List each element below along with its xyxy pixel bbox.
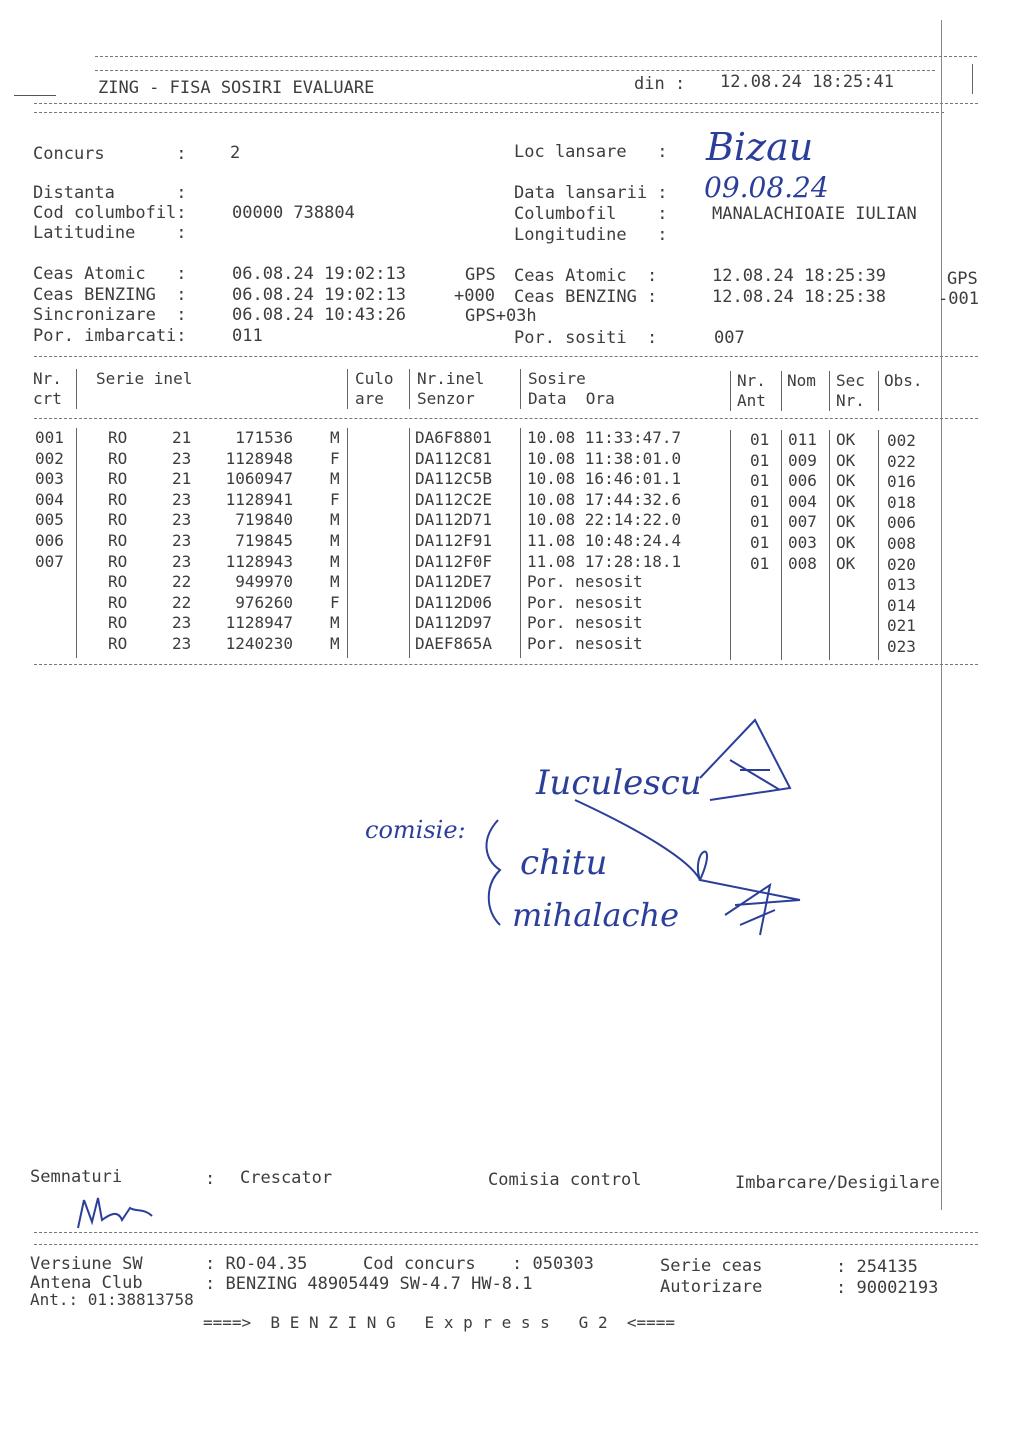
cell-sex: F <box>330 489 340 509</box>
cell-sosire: 10.08 11:38:01.0 <box>527 448 682 468</box>
cell-sosire: Por. nesosit <box>527 634 643 653</box>
cell-sec: OK <box>836 553 856 573</box>
cell-sosire: Por. nesosit <box>527 572 643 592</box>
handwritten-name-2: chitu <box>520 843 608 883</box>
concurs-value: 2 <box>230 143 241 163</box>
ceas-benzing-end-value: 12.08.24 18:25:38 <box>712 287 886 307</box>
cell-sex: M <box>330 469 340 489</box>
cell-sex: M <box>330 634 340 653</box>
cell-sensor: DA6F8801 <box>415 428 493 447</box>
cell-sec: OK <box>836 450 856 470</box>
cell-sensor: DA112D06 <box>415 592 493 612</box>
cell-nom: 007 <box>788 512 817 532</box>
ceas-atomic-end-value: 12.08.24 18:25:39 <box>712 266 886 286</box>
cell-ring: 1128943 <box>225 551 293 571</box>
cell-sensor: DA112D71 <box>415 510 493 530</box>
cell-ring: 949970 <box>235 572 293 592</box>
cell-sex: M <box>330 428 340 447</box>
cell-country: RO <box>108 613 128 633</box>
cell-ring: 1128941 <box>225 489 293 509</box>
cod-columbofil-label: Cod columbofil: <box>33 203 187 223</box>
cell-year: 23 <box>172 634 192 653</box>
ceas-benzing-start-label: Ceas BENZING : <box>33 285 187 305</box>
cell-obs: 002 <box>887 431 916 450</box>
cell-obs: 023 <box>887 637 916 656</box>
cell-sosire: Por. nesosit <box>527 613 643 633</box>
th-serie-inel: Serie inel <box>96 369 193 388</box>
por-imbarcati-value: 011 <box>232 326 263 346</box>
crescator-label: Crescator <box>240 1168 333 1188</box>
cell-country: RO <box>108 469 128 489</box>
cell-ant: 01 <box>750 430 770 449</box>
header-title: ZING - FISA SOSIRI EVALUARE <box>98 78 375 98</box>
cell-ring: 1060947 <box>225 469 293 489</box>
serie-ceas-value: : 254135 <box>836 1257 918 1277</box>
ceas-atomic-end-label: Ceas Atomic : <box>514 266 658 286</box>
cell-sex: F <box>330 448 340 468</box>
cell-nr: 003 <box>35 469 64 489</box>
cell-ant: 01 <box>750 471 770 491</box>
cell-sec: OK <box>836 491 856 511</box>
ceas-benzing-start-suffix: +000 <box>454 286 495 306</box>
th-nr-ant-2: Ant <box>737 391 766 410</box>
cell-sosire: 10.08 16:46:01.1 <box>527 469 682 489</box>
cod-concurs-label: Cod concurs <box>363 1254 476 1274</box>
cell-ant: 01 <box>750 450 770 470</box>
cell-ant: 01 <box>750 553 770 573</box>
data-lansarii-label: Data lansarii : <box>514 183 668 203</box>
cell-ant: 01 <box>750 512 770 532</box>
cell-ring: 976260 <box>235 592 293 612</box>
cell-country: RO <box>108 551 128 571</box>
cell-nr: 007 <box>35 551 64 571</box>
th-nr-inel-2: Senzor <box>417 389 475 408</box>
cell-country: RO <box>108 572 128 592</box>
cell-sex: M <box>330 531 340 550</box>
cell-sosire: 11.08 17:28:18.1 <box>527 551 682 571</box>
sincronizare-label: Sincronizare : <box>33 305 187 325</box>
th-culoare-2: are <box>355 389 384 408</box>
cell-year: 21 <box>172 428 192 447</box>
th-obs: Obs. <box>884 371 923 390</box>
latitudine-label: Latitudine : <box>33 223 187 243</box>
cell-sex: F <box>330 592 340 612</box>
cell-sensor: DA112F0F <box>415 551 493 571</box>
antena-club-label: Antena Club <box>30 1273 143 1293</box>
th-nr-ant-1: Nr. <box>737 371 766 390</box>
header-din-value: 12.08.24 18:25:41 <box>720 72 894 92</box>
data-lansarii-handwritten: 09.08.24 <box>704 171 829 204</box>
cell-sex: M <box>330 572 340 592</box>
comisia-control-label: Comisia control <box>488 1170 642 1190</box>
cell-country: RO <box>108 634 128 653</box>
cell-obs: 022 <box>887 451 916 471</box>
antena-club-value: : BENZING 48905449 SW-4.7 HW-8.1 <box>205 1274 533 1294</box>
cod-columbofil-value: 00000 738804 <box>232 203 355 223</box>
cell-sensor: DA112C81 <box>415 448 493 468</box>
cell-year: 23 <box>172 510 192 530</box>
cell-country: RO <box>108 489 128 509</box>
semnaturi-colon: : <box>205 1169 216 1189</box>
cell-ring: 1128947 <box>225 613 293 633</box>
cell-ring: 1128948 <box>225 448 293 468</box>
th-nr-crt-1: Nr. <box>33 369 62 388</box>
cell-year: 23 <box>172 551 192 571</box>
th-nom: Nom <box>787 371 816 390</box>
semnaturi-label: Semnaturi <box>30 1167 123 1187</box>
cell-sex: M <box>330 510 340 530</box>
th-sec-2: Nr. <box>836 391 865 410</box>
cell-year: 23 <box>172 613 192 633</box>
th-sec-1: Sec <box>836 371 865 390</box>
header-din-label: din : <box>634 74 686 94</box>
ceas-atomic-end-suffix: GPS <box>947 269 978 289</box>
por-sositi-value: 007 <box>714 328 745 348</box>
cell-obs: 006 <box>887 513 916 533</box>
cell-nr: 001 <box>35 428 64 447</box>
cell-ring: 719845 <box>235 531 293 550</box>
concurs-label: Concurs : <box>33 144 187 164</box>
cell-obs: 018 <box>887 492 916 512</box>
por-sositi-label: Por. sositi : <box>514 328 658 348</box>
cell-sensor: DA112C5B <box>415 469 493 489</box>
longitudine-label: Longitudine : <box>514 225 668 245</box>
cell-sensor: DA112D97 <box>415 613 493 633</box>
cell-sensor: DA112DE7 <box>415 572 493 592</box>
cell-ring: 1240230 <box>225 634 293 653</box>
sincronizare-suffix: GPS+03h <box>465 306 537 326</box>
cell-nom: 008 <box>788 553 817 573</box>
imbarcare-label: Imbarcare/Desigilare <box>735 1173 940 1193</box>
cell-obs: 020 <box>887 554 916 574</box>
cod-concurs-value: : 050303 <box>512 1254 594 1274</box>
cell-country: RO <box>108 510 128 530</box>
cell-sosire: 10.08 17:44:32.6 <box>527 489 682 509</box>
cell-sec: OK <box>836 471 856 491</box>
cell-year: 23 <box>172 489 192 509</box>
cell-obs: 014 <box>887 595 916 615</box>
th-sosire-1: Sosire <box>528 369 586 388</box>
benzing-express-brand: ====> B E N Z I N G E x p r e s s G 2 <==== <box>203 1313 676 1332</box>
cell-country: RO <box>108 592 128 612</box>
ceas-atomic-start-suffix: GPS <box>465 265 496 285</box>
loc-lansare-label: Loc lansare : <box>514 142 668 162</box>
por-imbarcati-label: Por. imbarcati: <box>33 326 187 346</box>
cell-year: 21 <box>172 469 192 489</box>
cell-ring: 171536 <box>235 428 293 447</box>
th-culoare-1: Culo <box>355 369 394 388</box>
cell-nom: 009 <box>788 450 817 470</box>
footer-dash-bottom <box>34 1244 978 1245</box>
cell-year: 22 <box>172 572 192 592</box>
cell-nom: 004 <box>788 491 817 511</box>
cell-nom: 006 <box>788 471 817 491</box>
cell-obs: 008 <box>887 534 916 553</box>
distanta-label: Distanta : <box>33 183 187 203</box>
cell-obs: 021 <box>887 616 916 636</box>
ceas-benzing-start-value: 06.08.24 19:02:13 <box>232 285 406 305</box>
cell-obs: 013 <box>887 575 916 595</box>
cell-nr: 004 <box>35 489 64 509</box>
cell-sec: OK <box>836 512 856 532</box>
ceas-benzing-end-suffix: -001 <box>938 289 979 309</box>
serie-ceas-label: Serie ceas <box>660 1256 763 1276</box>
columbofil-value: MANALACHIOAIE IULIAN <box>712 204 917 224</box>
autorizare-value: : 90002193 <box>836 1278 939 1298</box>
th-sosire-2: Data Ora <box>528 389 615 408</box>
cell-ant: 01 <box>750 491 770 511</box>
cell-sosire: 10.08 22:14:22.0 <box>527 510 682 530</box>
cell-sosire: 11.08 10:48:24.4 <box>527 531 682 550</box>
cell-obs: 016 <box>887 472 916 492</box>
cell-ant: 01 <box>750 533 770 552</box>
cell-year: 23 <box>172 531 192 550</box>
cell-country: RO <box>108 448 128 468</box>
cell-sex: M <box>330 551 340 571</box>
cell-nr: 005 <box>35 510 64 530</box>
cell-nr: 002 <box>35 448 64 468</box>
cell-year: 23 <box>172 448 192 468</box>
ceas-atomic-start-value: 06.08.24 19:02:13 <box>232 264 406 284</box>
th-nr-inel-1: Nr.inel <box>417 369 485 388</box>
autorizare-label: Autorizare <box>660 1277 763 1297</box>
versiune-sw-label: Versiune SW <box>30 1254 143 1274</box>
cell-sosire: Por. nesosit <box>527 592 643 612</box>
loc-lansare-handwritten: Bizau <box>706 125 814 169</box>
cell-sec: OK <box>836 533 856 552</box>
antenna-id-line: Ant.: 01:38813758 <box>30 1290 194 1309</box>
cell-sec: OK <box>836 430 856 449</box>
columbofil-label: Columbofil : <box>514 204 668 224</box>
cell-sensor: DA112C2E <box>415 489 493 509</box>
th-nr-crt-2: crt <box>33 389 62 408</box>
cell-nom: 003 <box>788 533 817 552</box>
ceas-benzing-end-label: Ceas BENZING : <box>514 287 658 307</box>
handwritten-comisie-label: comisie: <box>365 816 466 844</box>
ceas-atomic-start-label: Ceas Atomic : <box>33 264 187 284</box>
cell-sensor: DA112F91 <box>415 531 493 550</box>
cell-year: 22 <box>172 592 192 612</box>
sincronizare-value: 06.08.24 10:43:26 <box>232 305 406 325</box>
cell-sosire: 10.08 11:33:47.7 <box>527 428 682 447</box>
cell-sensor: DAEF865A <box>415 634 493 653</box>
handwritten-name-1: Iuculescu <box>536 763 702 803</box>
cell-nom: 011 <box>788 430 817 449</box>
cell-country: RO <box>108 428 128 447</box>
versiune-sw-value: : RO-04.35 <box>205 1254 308 1274</box>
footer-dash-top <box>34 1232 978 1233</box>
cell-sex: M <box>330 613 340 633</box>
cell-country: RO <box>108 531 128 550</box>
handwritten-name-3: mihalache <box>512 896 680 934</box>
cell-ring: 719840 <box>235 510 293 530</box>
cell-nr: 006 <box>35 531 64 550</box>
